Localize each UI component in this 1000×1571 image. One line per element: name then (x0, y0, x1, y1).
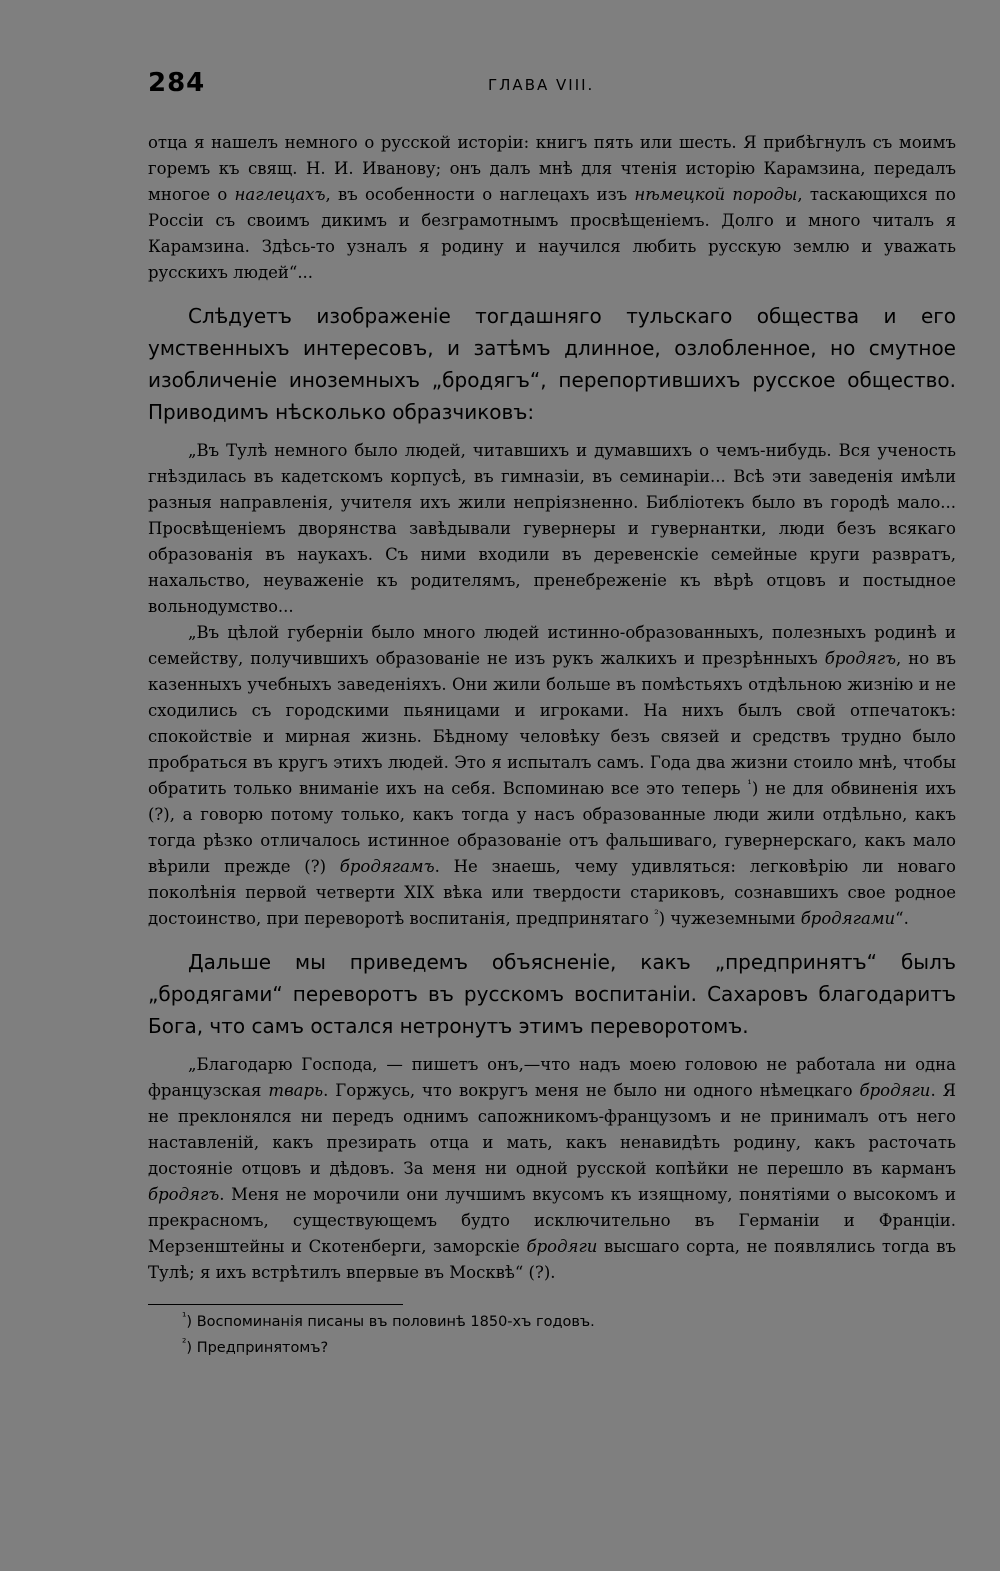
body-paragraph-1: Слѣдуетъ изображеніе тогдашняго тульскаго общества и его умственныхъ интересовъ, и затѣмъ длинное, озлобленное, но смутное изобличеніе иноземныхъ „бродягъ“, перепортившихъ русское общество. Приводимъ нѣсколько образчиковъ: (148, 304, 956, 424)
emphasis: тварь (268, 1081, 324, 1100)
page-header (148, 64, 956, 104)
footnote-divider (148, 1304, 403, 1305)
quote-paragraph-3: „Въ цѣлой губерніи было много людей истинно-образованныхъ, полезныхъ родинѣ и семейству, получившихъ образованіе не изъ рукъ жалкихъ и презрѣнныхъ бродягъ, но въ казенныхъ учебныхъ заведеніяхъ. Они жили больше въ помѣстьяхъ отдѣльною жизнію и не сходились съ городскими пьяницами и игроками. На нихъ былъ свой отпечатокъ: спокойствіе и мирная жизнь. Бѣдному человѣку безъ связей и средствъ трудно было пробраться въ кругъ этихъ людей. Это я испыталъ самъ. Года два жизни стоило мнѣ, чтобы обратить только вниманіе ихъ на себя. Вспоминаю все это теперь $^{^1}$) не для обвиненія ихъ (?), а говорю потому только, какъ тогда у насъ образованные люди жили отдѣльно, какъ тогда рѣзко отличалось истинное образованіе отъ фальшиваго, гувернерскаго, какъ мало вѣрили прежде (?) бродягамъ. Не знаешь, чему удивляться: легковѣрію ли новаго поколѣнія первой четверти XIX вѣка или твердости стариковъ, сознавшихъ свое родное достоинство, при переворотѣ воспитанія, предпринятаго $^{^2}$) чужеземными бродягами“. (148, 623, 957, 928)
footnote-2: $^{^2}$) Предпринятомъ? (182, 1336, 329, 1356)
emphasis: наглецахъ (234, 185, 326, 204)
footnote-1: $^{^1}$) Воспоминанія писаны въ половинѣ 1850-хъ годовъ. (182, 1310, 595, 1330)
book-page (148, 64, 956, 1361)
emphasis: нѣмецкой породы (634, 185, 798, 204)
emphasis: бродяги (859, 1081, 931, 1100)
footnote-ref-1: ¹ (747, 777, 752, 791)
body-paragraph-2: Дальше мы приведемъ объясненіе, какъ „предпринятъ“ былъ „бродягами“ переворотъ въ русскомъ воспитаніи. Сахаровъ благодаритъ Бога, что самъ остался нетронутъ этимъ переворотомъ. (148, 950, 956, 1038)
emphasis: бродягамъ (339, 857, 435, 876)
emphasis: бродягъ (148, 1185, 220, 1204)
footnote-mark: ¹ (182, 1310, 187, 1324)
emphasis: бродягами (800, 909, 896, 928)
emphasis: бродяги (526, 1237, 598, 1256)
footnote-mark: ² (182, 1336, 187, 1350)
emphasis: бродягъ (824, 649, 897, 668)
quote-paragraph-4: „Благодарю Господа, — пишетъ онъ,—что надъ моею головою не работала ни одна французская тварь. Горжусь, что вокругъ меня не было ни одного нѣмецкаго бродяги. Я не преклонялся ни передъ однимъ сапожникомъ-французомъ и не принималъ отъ него наставленій, какъ презирать отца и мать, какъ ненавидѣть родину, какъ расточать достояніе отцовъ и дѣдовъ. За меня ни одной русской копѣйки не перешло въ карманъ бродягъ. Меня не морочили они лучшимъ вкусомъ къ изящному, понятіями о высокомъ и прекрасномъ, существующемъ будто исключительно въ Германіи и Франціи. Мерзенштейны и Скотенберги, заморскіе бродяги высшаго сорта, не появлялись тогда въ Тулѣ; я ихъ встрѣтилъ впервые въ Москвѣ“ (?). (148, 1055, 956, 1282)
quote-paragraph-1: отца я нашелъ немного о русской исторіи: книгъ пять или шесть. Я прибѣгнулъ съ моимъ горемъ къ свящ. Н. И. Иванову; онъ далъ мнѣ для чтенія исторію Карамзина, передалъ многое о наглецахъ, въ особенности о наглецахъ изъ нѣмецкой породы, таскающихся по Россіи съ своимъ дикимъ и безграмотнымъ просвѣщеніемъ. Долго и много читалъ я Карамзина. Здѣсь-то узналъ я родину и научился любить русскую землю и уважать русскихъ людей“... (148, 133, 956, 282)
running-head: ГЛАВА VIII. (488, 76, 595, 94)
page-number: 284 (148, 68, 206, 98)
quote-paragraph-2: „Въ Тулѣ немного было людей, читавшихъ и думавшихъ о чемъ-нибудь. Вся ученость гнѣздилась въ кадетскомъ корпусѣ, въ гимназіи, въ семинаріи... Всѣ эти заведенія имѣли разныя направленія, учителя ихъ жили непріязненно. Библіотекъ было въ городѣ мало... Просвѣщеніемъ дворянства завѣдывали гувернеры и гувернантки, люди безъ всякаго образованія въ наукахъ. Съ ними входили въ деревенскіе семейные круги развратъ, нахальство, неуваженіе къ родителямъ, пренебреженіе къ вѣрѣ отцовъ и постыдное вольнодумство... (148, 441, 956, 616)
footnote-ref-2: ² (654, 907, 659, 921)
